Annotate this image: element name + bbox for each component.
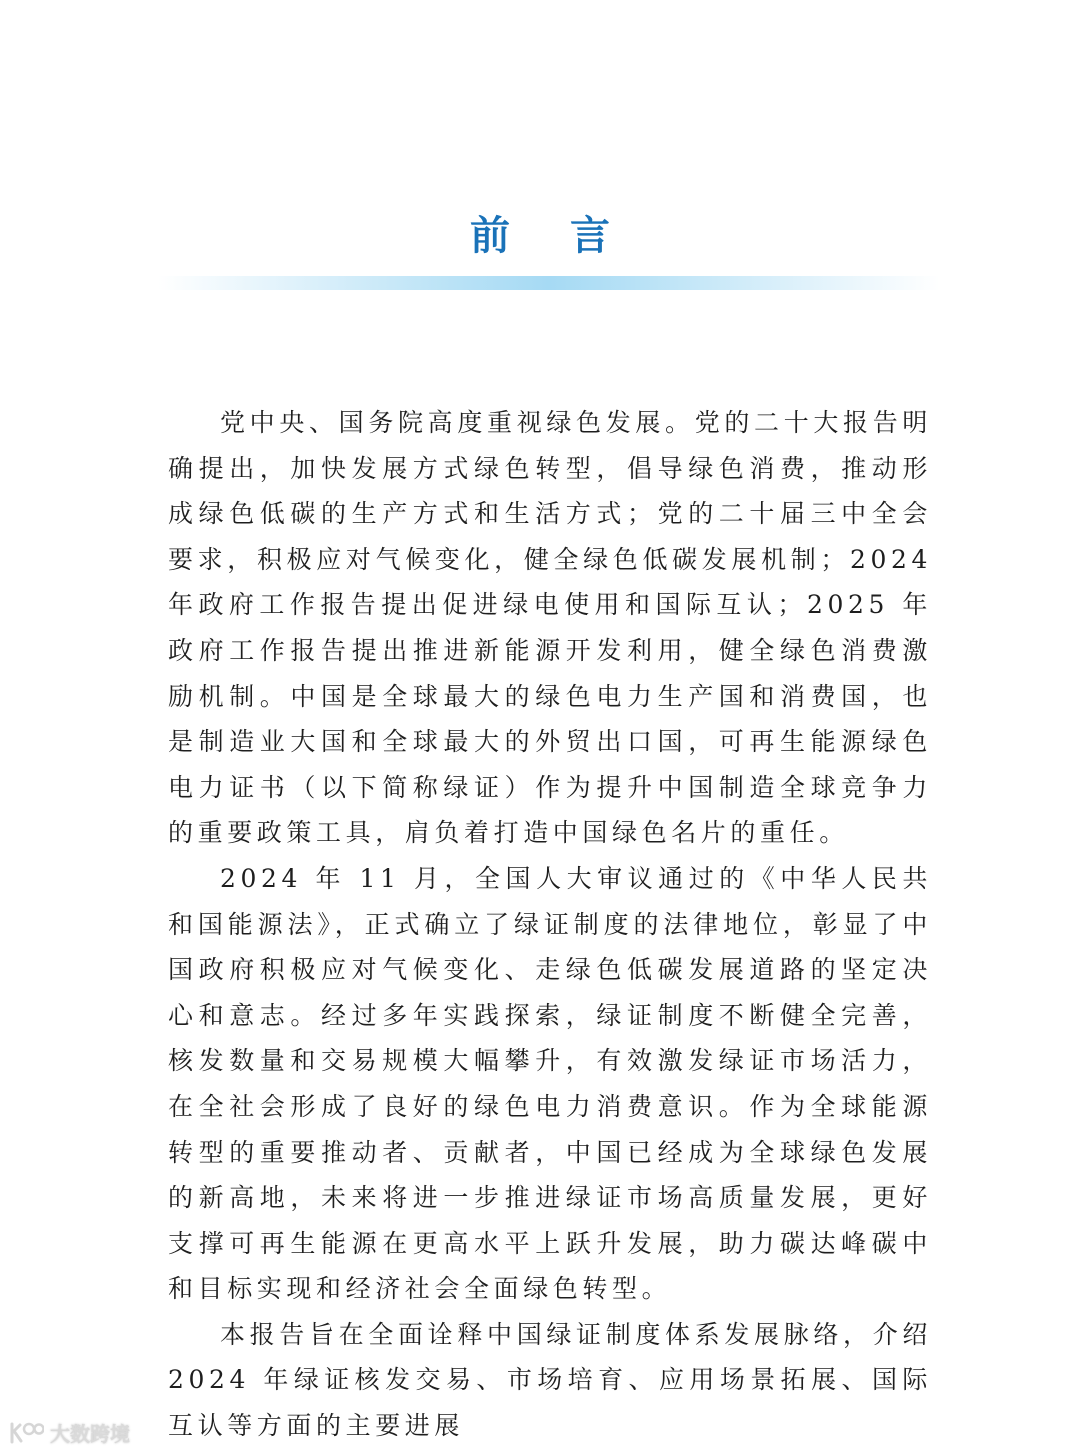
watermark: [8, 1418, 130, 1447]
paragraph-1: 党中央、国务院高度重视绿色发展。党的二十大报告明确提出，加快发展方式绿色转型，倡导绿色消费，推动形成绿色低碳的生产方式和生活方式；党的二十届三中全会要求，积极应对气候变化，健全绿色低碳发展机制；2024 年政府工作报告提出促进绿电使用和国际互认；2025 年政府工作报告提出推进新能源开发利用，健全绿色消费激励机制。中国是全球最大的绿色电力生产国和消费国，也是制造业大国和全球最大的外贸出口国，可再生能源绿色电力证书（以下简称绿证）作为提升中国制造全球竞争力的重要政策工具，肩负着打造中国绿色名片的重任。: [168, 408, 932, 848]
preface-body: [168, 400, 932, 1449]
page-title-char-2: 言: [570, 212, 610, 259]
paragraph-2: 2024 年 11 月，全国人大审议通过的《中华人民共和国能源法》，正式确立了绿证制度的法律地位，彰显了中国政府积极应对气候变化、走绿色低碳发展道路的坚定决心和意志。经过多年实践探索，绿证制度不断健全完善，核发数量和交易规模大幅攀升，有效激发绿证市场活力，在全社会形成了良好的绿色电力消费意识。作为全球能源转型的重要推动者、贡献者，中国已经成为全球绿色发展的新高地，未来将进一步推进绿证市场高质量发展，更好支撑可再生能源在更高水平上跃升发展，助力碳达峰碳中和目标实现和经济社会全面绿色转型。: [168, 863, 932, 1304]
paragraph-3: 本报告旨在全面诠释中国绿证制度体系发展脉络，介绍 2024 年绿证核发交易、市场培育、应用场景拓展、国际互认等方面的主要进展: [168, 1319, 932, 1441]
k100-logo-icon: [8, 1420, 44, 1446]
title-underline-gradient-bar: [158, 276, 940, 290]
watermark-text: 大数跨境: [50, 1422, 130, 1446]
page-title: [0, 208, 1080, 264]
page-title-char-1: 前: [470, 212, 510, 259]
